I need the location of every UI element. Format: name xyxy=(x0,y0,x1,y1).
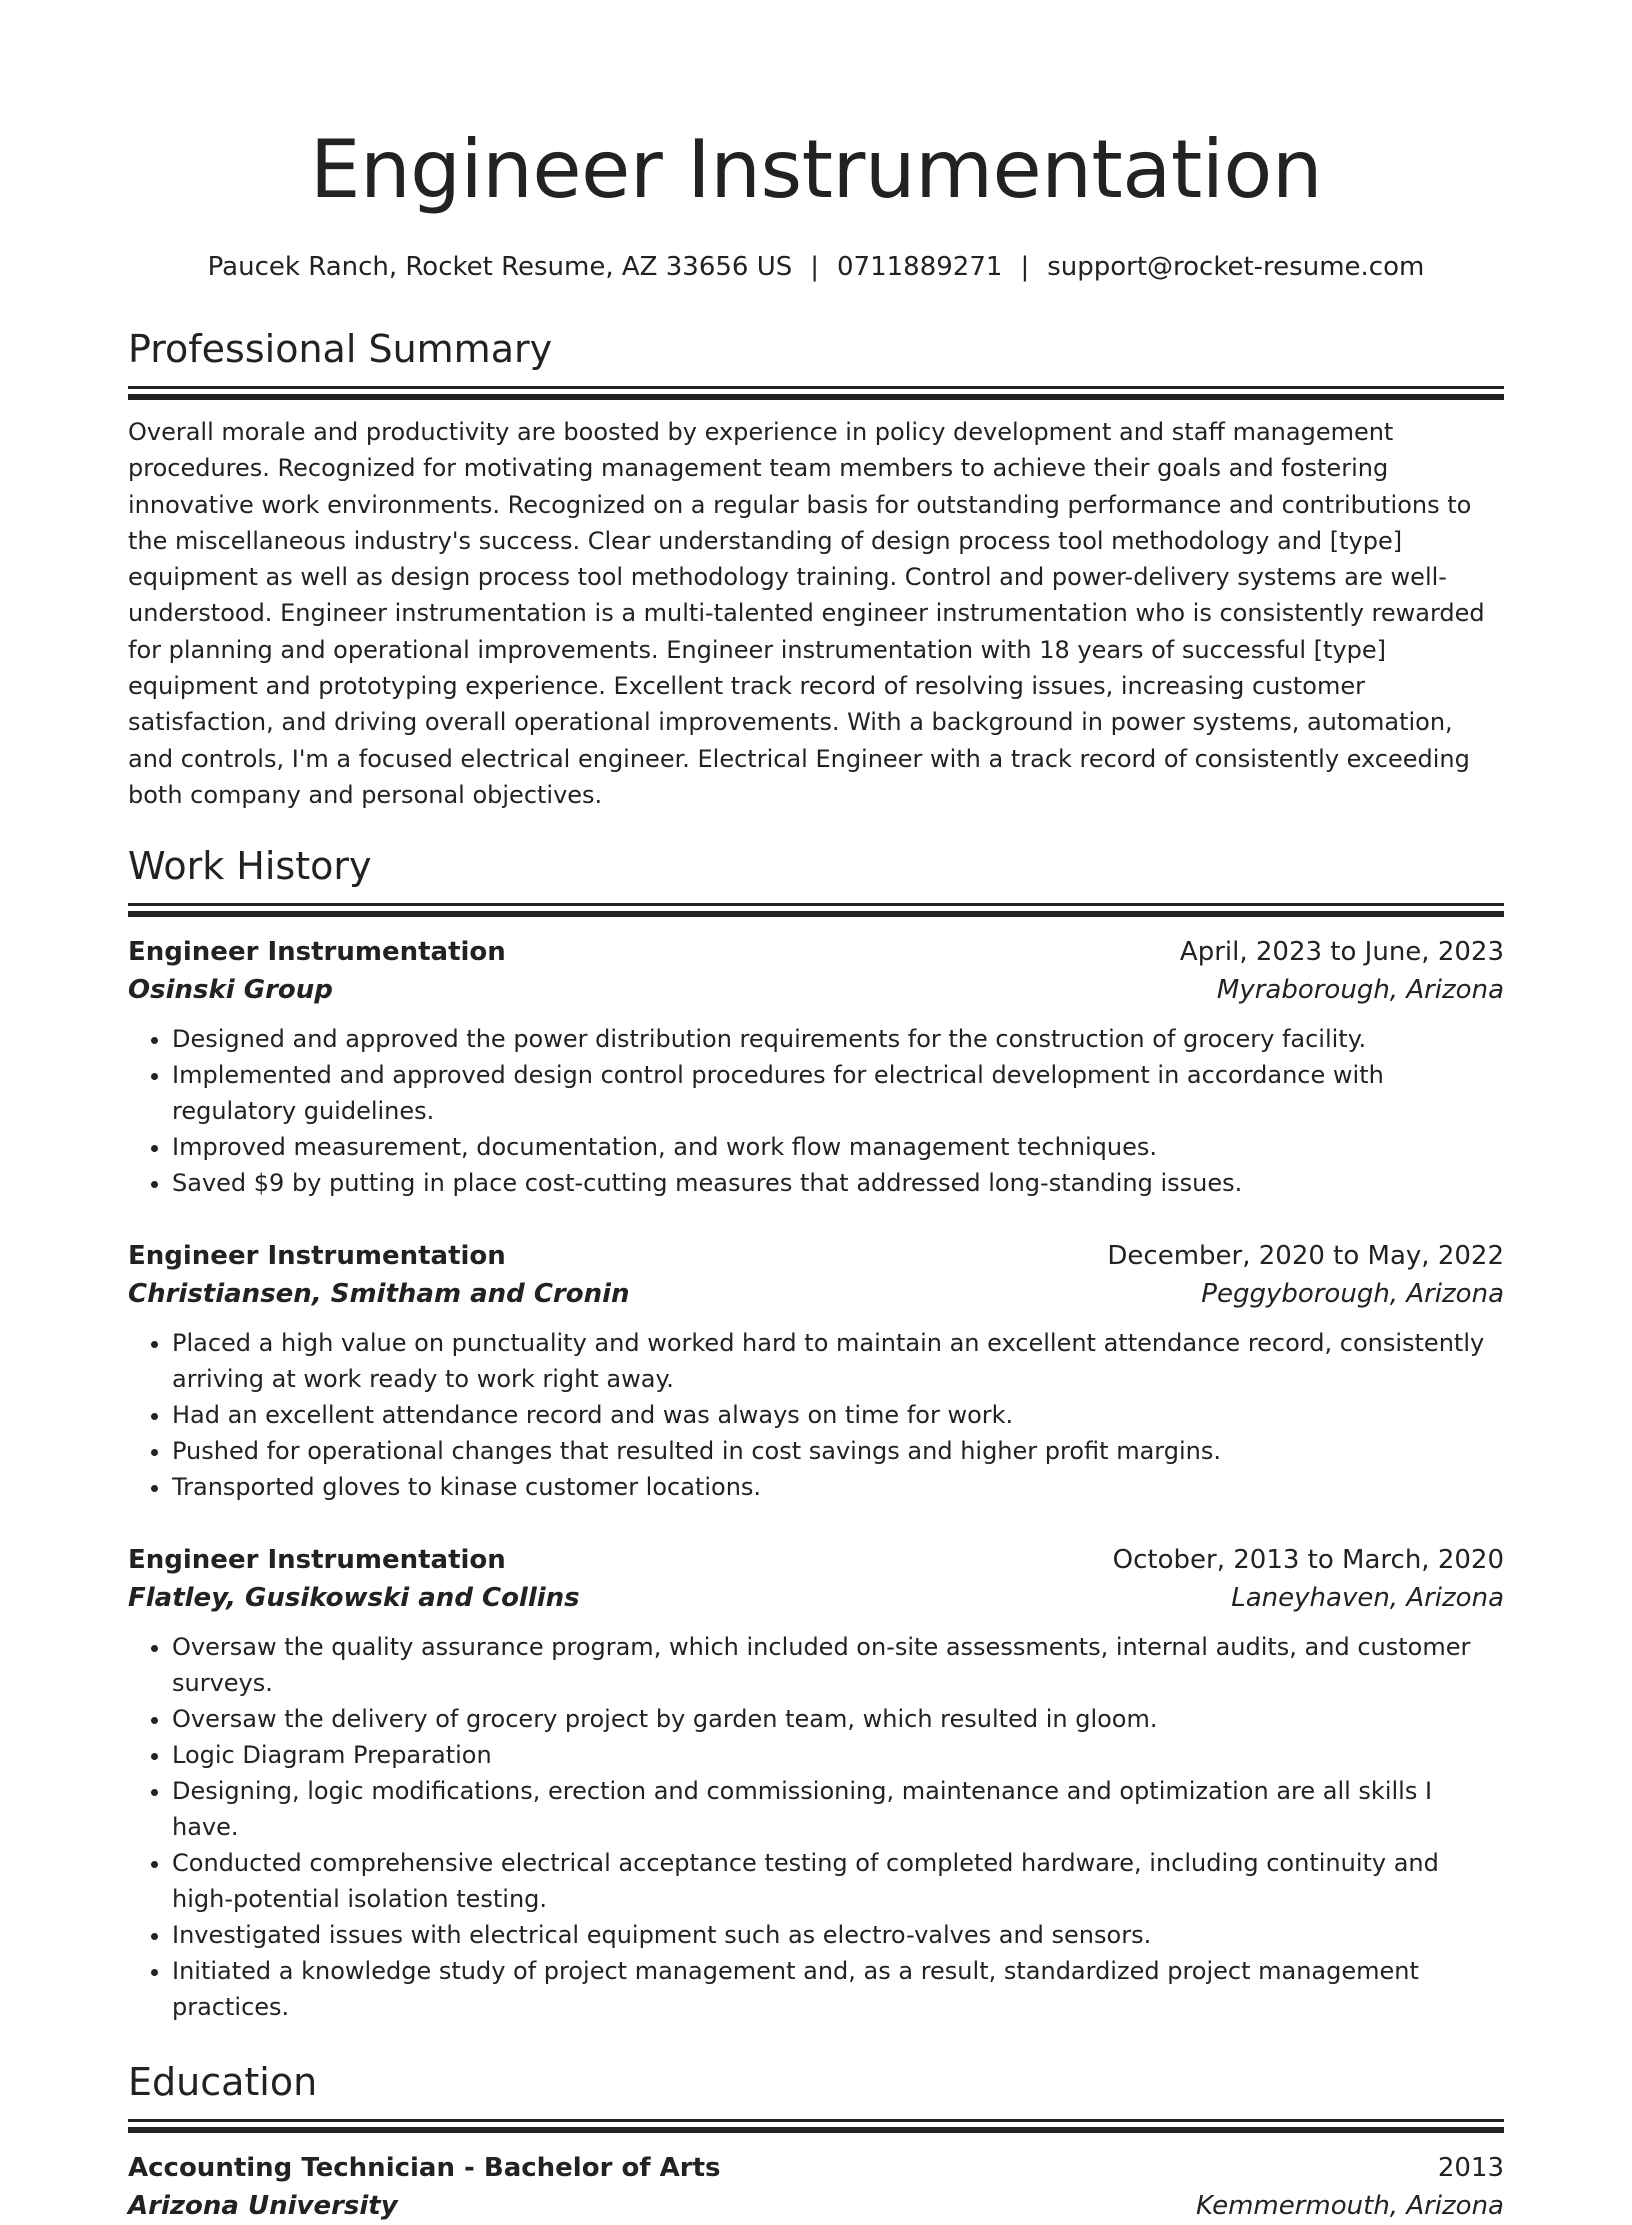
job-company: Osinski Group xyxy=(128,975,333,1006)
job-entry xyxy=(128,1237,1504,1505)
job-company: Flatley, Gusikowski and Collins xyxy=(128,1583,580,1614)
professional-summary-section xyxy=(128,324,1504,813)
job-dates: December, 2020 to May, 2022 xyxy=(1107,1241,1504,1272)
section-divider xyxy=(128,394,1504,400)
job-dates: October, 2013 to March, 2020 xyxy=(1112,1545,1504,1576)
job-company: Christiansen, Smitham and Cronin xyxy=(128,1279,630,1310)
job-bullet: • Implemented and approved design control procedures for electrical development in accordance with regulatory guidelines. xyxy=(172,1057,1504,1129)
job-bullet: • Investigated issues with electrical equipment such as electro-valves and sensors. xyxy=(172,1917,1504,1953)
job-title: Engineer Instrumentation xyxy=(128,1545,506,1576)
job-entry xyxy=(128,1541,1504,2025)
job-location: Laneyhaven, Arizona xyxy=(1231,1583,1504,1614)
contact-separator: | xyxy=(1020,252,1030,282)
section-divider xyxy=(128,911,1504,917)
job-bullet: • Pushed for operational changes that resulted in cost savings and higher profit margins. xyxy=(172,1433,1504,1469)
contact-separator: | xyxy=(810,252,820,282)
job-location: Peggyborough, Arizona xyxy=(1201,1279,1504,1310)
job-bullet: • Improved measurement, documentation, and work flow management techniques. xyxy=(172,1129,1504,1165)
job-bullet: • Conducted comprehensive electrical acceptance testing of completed hardware, including continuity and high-potential isolation testing. xyxy=(172,1845,1504,1917)
summary-text: Overall morale and productivity are boosted by experience in policy development and staff management procedures. Recognized for motivating management team members to achieve their goals and fostering innovative work environments. Recognized on a regular basis for outstanding performance and contributions to the miscellaneous industry's success. Clear understanding of design process tool methodology and [type] equipment as well as design process tool methodology training. Control and power-delivery systems are well-understood. Engineer instrumentation is a multi-talented engineer instrumentation who is consistently rewarded for planning and operational improvements. Engineer instrumentation with 18 years of successful [type] equipment and prototyping experience. Excellent track record of resolving issues, increasing customer satisfaction, and driving overall operational improvements. With a background in power systems, automation, and controls, I'm a focused electrical engineer. Electrical Engineer with a track record of consistently exceeding both company and personal objectives. xyxy=(128,418,1485,809)
education-school: Arizona University xyxy=(128,2191,398,2222)
contact-line xyxy=(128,250,1504,284)
work-history-section xyxy=(128,841,1504,2025)
job-title: Engineer Instrumentation xyxy=(128,937,506,968)
job-location: Myraborough, Arizona xyxy=(1216,975,1504,1006)
job-title: Engineer Instrumentation xyxy=(128,1241,506,1272)
job-bullet: • Oversaw the delivery of grocery project by garden team, which resulted in gloom. xyxy=(172,1701,1504,1737)
contact-phone: 0711889271 xyxy=(837,252,1003,282)
contact-address: Paucek Ranch, Rocket Resume, AZ 33656 US xyxy=(207,252,793,282)
section-divider xyxy=(128,2127,1504,2133)
job-dates: April, 2023 to June, 2023 xyxy=(1179,937,1504,968)
education-degree: Accounting Technician - Bachelor of Arts xyxy=(128,2153,721,2184)
education-year: 2013 xyxy=(1437,2153,1504,2184)
resume-name: Engineer Instrumentation xyxy=(309,123,1323,216)
job-bullet: • Logic Diagram Preparation xyxy=(172,1737,1504,1773)
job-entry xyxy=(128,933,1504,1201)
job-bullet: • Initiated a knowledge study of project management and, as a result, standardized project management practices. xyxy=(172,1953,1504,2025)
job-bullets xyxy=(128,1021,1504,1201)
job-bullets xyxy=(128,1629,1504,2025)
education-entry xyxy=(128,2149,1504,2225)
section-divider xyxy=(128,2119,1504,2122)
job-bullet: • Designing, logic modifications, erection and commissioning, maintenance and optimization are all skills I have. xyxy=(172,1773,1504,1845)
section-title-summary: Professional Summary xyxy=(128,327,553,371)
contact-email: support@rocket-resume.com xyxy=(1047,252,1425,282)
job-bullets xyxy=(128,1325,1504,1505)
job-bullet: • Had an excellent attendance record and was always on time for work. xyxy=(172,1397,1504,1433)
job-bullet: • Transported gloves to kinase customer locations. xyxy=(172,1469,1504,1505)
job-bullet: • Saved $9 by putting in place cost-cutting measures that addressed long-standing issues. xyxy=(172,1165,1504,1201)
section-title-work: Work History xyxy=(128,844,372,889)
section-title-education: Education xyxy=(128,2060,318,2105)
education-location: Kemmermouth, Arizona xyxy=(1195,2191,1504,2222)
section-divider xyxy=(128,903,1504,906)
job-bullet: • Placed a high value on punctuality and worked hard to maintain an excellent attendance record, consistently arriving at work ready to work right away. xyxy=(172,1325,1504,1397)
education-section xyxy=(128,2057,1504,2225)
section-divider xyxy=(128,386,1504,389)
job-bullet: • Designed and approved the power distribution requirements for the construction of grocery facility. xyxy=(172,1021,1504,1057)
job-bullet: • Oversaw the quality assurance program, which included on-site assessments, internal audits, and customer surveys. xyxy=(172,1629,1504,1701)
